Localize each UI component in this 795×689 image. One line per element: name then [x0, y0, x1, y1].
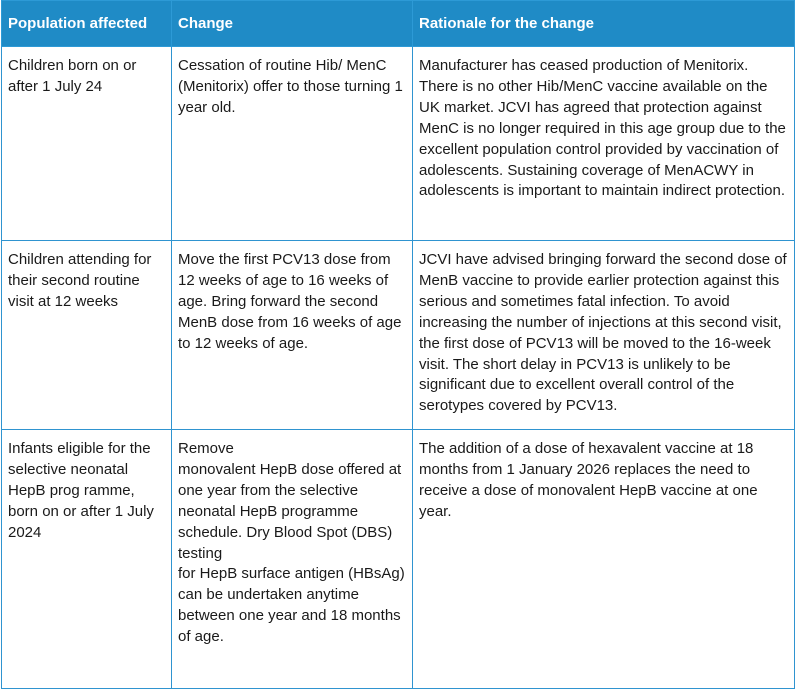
cell-change: Cessation of routine Hib/ MenC (Menitorix) offer to those turning 1 year old. — [172, 47, 413, 241]
cell-rationale: The addition of a dose of hexavalent vaccine at 18 months from 1 January 2026 replaces the need to receive a dose of monovalent HepB vaccine at one year. — [413, 430, 795, 689]
table-body — [2, 47, 795, 689]
table-row — [2, 47, 795, 241]
cell-rationale: Manufacturer has ceased production of Menitorix. There is no other Hib/MenC vaccine available on the UK market. JCVI has agreed that protection against MenC is no longer required in this age group due to the excellent population control provided by vaccination of adolescents. Sustaining coverage of MenACWY in adolescents is important to maintain indirect protection. — [413, 47, 795, 241]
cell-population: Infants eligible for the selective neonatal HepB prog ramme, born on or after 1 July 2024 — [2, 430, 172, 689]
header-row — [2, 1, 795, 47]
cell-population: Children born on or after 1 July 24 — [2, 47, 172, 241]
cell-population: Children attending for their second routine visit at 12 weeks — [2, 241, 172, 430]
schedule-changes-table — [1, 0, 794, 689]
cell-rationale: JCVI have advised bringing forward the second dose of MenB vaccine to provide earlier protection against this serious and sometimes fatal infection. To avoid increasing the number of injections at this second visit, the first dose of PCV13 will be moved to the 16-week visit. The short delay in PCV13 is unlikely to be significant due to excellent overall control of the serotypes covered by PCV13. — [413, 241, 795, 430]
header-rationale: Rationale for the change — [413, 1, 795, 47]
cell-change: Remove monovalent HepB dose offered at one year from the selective neonatal HepB programme schedule. Dry Blood Spot (DBS) testing for HepB surface antigen (HBsAg) can be undertaken anytime between one year and 18 months of age. — [172, 430, 413, 689]
table-row — [2, 241, 795, 430]
table-header — [2, 1, 795, 47]
header-population-affected: Population affected — [2, 1, 172, 47]
cell-change: Move the first PCV13 dose from 12 weeks of age to 16 weeks of age. Bring forward the second MenB dose from 16 weeks of age to 12 weeks of age. — [172, 241, 413, 430]
table-row — [2, 430, 795, 689]
header-change: Change — [172, 1, 413, 47]
changes-table — [1, 0, 795, 689]
